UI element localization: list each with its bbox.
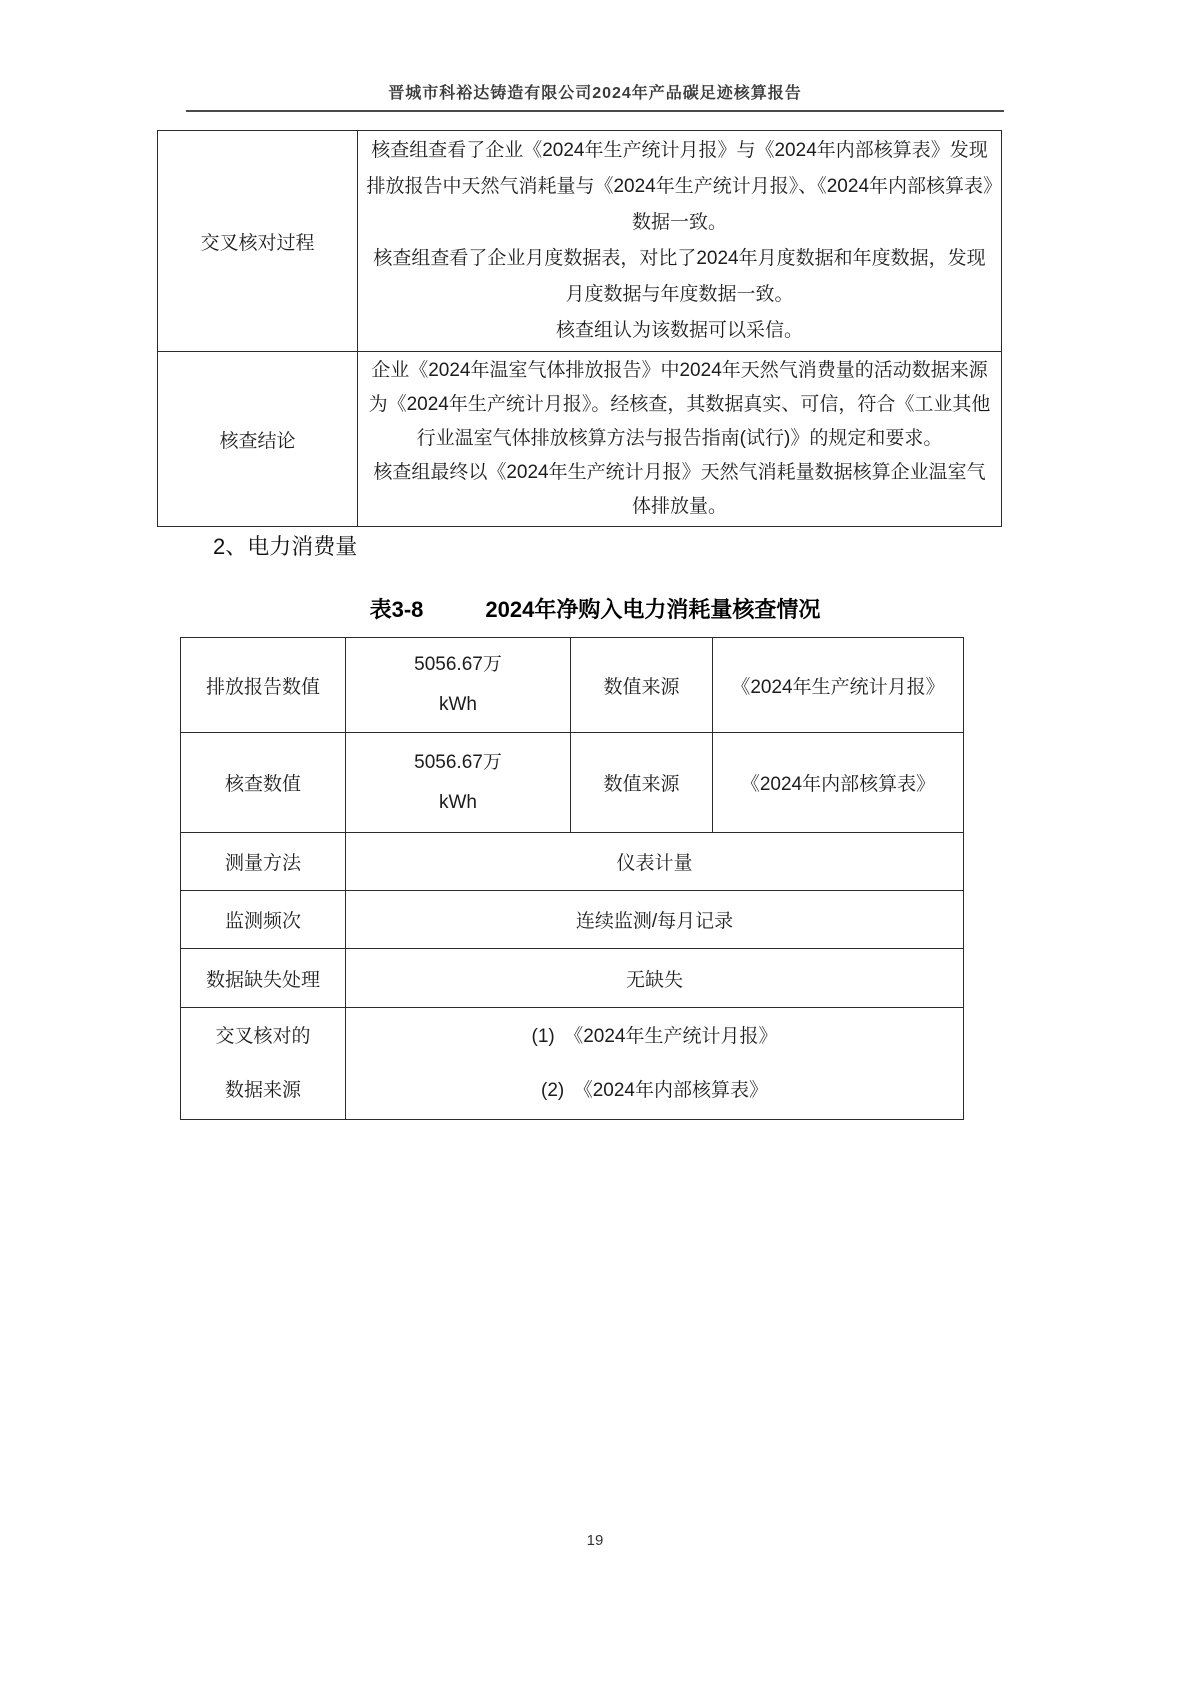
row-label-verified-value: 核查数值	[181, 733, 346, 833]
table-row	[158, 352, 1002, 527]
paragraph: 核查组最终以《2024年生产统计月报》天然气消耗量数据核算企业温室气体排放量。	[373, 462, 986, 517]
table-row	[181, 638, 964, 733]
table-row	[181, 949, 964, 1008]
row-label-line: 交叉核对的	[215, 1025, 311, 1047]
row-label-cross-check-sources	[181, 1008, 346, 1120]
report-title: 晋城市科裕达铸造有限公司2024年产品碳足迹核算报告	[388, 85, 802, 102]
paragraph: 核查组查看了企业《2024年生产统计月报》与《2024年内部核算表》发现排放报告中天然气消耗量与《2024年生产统计月报》、《2024年内部核算表》数据一致。	[366, 140, 993, 233]
monitoring-frequency-value: 连续监测/每月记录	[346, 891, 964, 949]
source-label: 数值来源	[571, 733, 713, 833]
table-title-text: 2024年净购入电力消耗量核查情况	[485, 597, 821, 622]
paragraph: 核查组认为该数据可以采信。	[555, 320, 803, 341]
report-value-cell	[346, 638, 571, 733]
row-label-verification-conclusion: 核查结论	[158, 352, 358, 527]
table-row	[181, 733, 964, 833]
measurement-method-value: 仪表计量	[346, 833, 964, 891]
verification-conclusion-content	[358, 352, 1002, 527]
row-label-cross-check-process: 交叉核对过程	[158, 131, 358, 352]
table-row	[181, 1008, 964, 1120]
table-row	[158, 131, 1002, 352]
paragraph: 核查组查看了企业月度数据表，对比了2024年月度数据和年度数据，发现月度数据与年度数据一致。	[373, 248, 986, 305]
verified-value-cell	[346, 733, 571, 833]
value-amount: 5056.67万	[414, 751, 502, 773]
cross-check-sources-value	[346, 1008, 964, 1120]
row-label-missing-data-handling: 数据缺失处理	[181, 949, 346, 1008]
value-unit: kWh	[439, 694, 477, 715]
row-label-monitoring-frequency: 监测频次	[181, 891, 346, 949]
header-divider	[186, 110, 1004, 112]
table-row	[181, 891, 964, 949]
source-value: 《2024年生产统计月报》	[713, 638, 964, 733]
row-label-line: 数据来源	[224, 1079, 301, 1101]
value-amount: 5056.67万	[414, 654, 502, 675]
missing-data-handling-value: 无缺失	[346, 949, 964, 1008]
table-3-8-title	[0, 593, 1190, 624]
value-unit: kWh	[439, 791, 477, 813]
cross-check-process-table	[157, 130, 1002, 527]
row-label-measurement-method: 测量方法	[181, 833, 346, 891]
cross-check-source-item: (2) 《2024年内部核算表》	[541, 1079, 768, 1101]
electricity-verification-table	[180, 637, 964, 1120]
section-heading-electricity: 2、电力消费量	[213, 534, 358, 559]
row-label-report-value: 排放报告数值	[181, 638, 346, 733]
source-value: 《2024年内部核算表》	[713, 733, 964, 833]
table-row	[181, 833, 964, 891]
cross-check-source-item: (1) 《2024年生产统计月报》	[531, 1025, 778, 1047]
paragraph: 企业《2024年温室气体排放报告》中2024年天然气消费量的活动数据来源为《2024年生产统计月报》。经核查，其数据真实、可信，符合《工业其他行业温室气体排放核算方法与报告指南(试行)》的规定和要求。	[368, 360, 991, 449]
table-caption: 表3-8	[369, 597, 424, 622]
page-number: 19	[586, 1532, 604, 1549]
cross-check-process-content	[358, 131, 1002, 352]
source-label: 数值来源	[571, 638, 713, 733]
